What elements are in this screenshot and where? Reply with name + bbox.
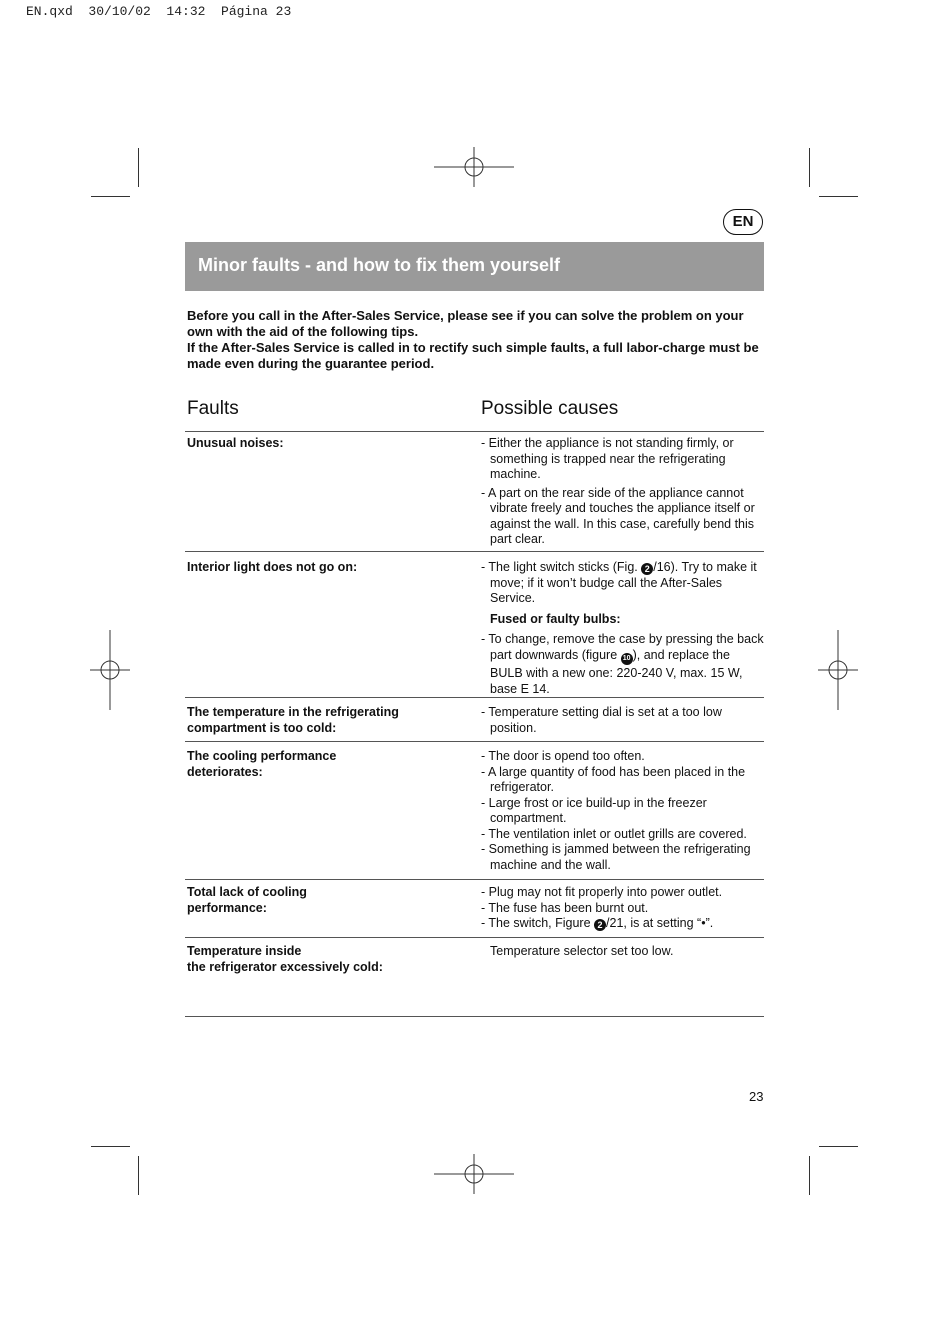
cause-item: - A large quantity of food has been placed in the refrigerator. (481, 764, 746, 794)
table-divider (185, 937, 764, 938)
intro-text (187, 308, 762, 372)
causes-list (481, 885, 766, 932)
crop-mark (809, 148, 810, 187)
figure-number-icon: 2 (594, 919, 606, 931)
causes-heading: Possible causes (481, 398, 619, 419)
cause-text: /16). Try to make it move; if it won’t budge call the After-Sales Service. (490, 560, 757, 605)
cause-item: - The fuse has been burnt out. (481, 900, 649, 915)
crop-mark (819, 196, 858, 197)
cause-item: - Large frost or ice build-up in the freezer compartment. (481, 795, 707, 825)
fault-label: Total lack of cooling performance: (187, 885, 307, 915)
cause-item: - Plug may not fit properly into power outlet. (481, 885, 723, 899)
cause-item: - The door is opend too often. (481, 749, 645, 763)
cause-text: - The switch, Figure (481, 916, 595, 930)
intro-paragraph: If the After-Sales Service is called in to rectify such simple faults, a full labor-charge must be made even during the guarantee period. (187, 340, 759, 371)
language-badge: EN (723, 209, 763, 235)
causes-list (481, 749, 766, 873)
cause-item (481, 916, 766, 932)
figure-number-icon: 10 (621, 653, 633, 665)
registration-mark-icon (434, 1134, 514, 1214)
registration-mark-icon (70, 630, 150, 710)
table-divider (185, 697, 764, 698)
registration-mark-icon (434, 127, 514, 207)
crop-mark (91, 196, 130, 197)
section-banner: Minor faults - and how to fix them yourself (185, 242, 764, 291)
crop-mark (91, 1146, 130, 1147)
causes-list (481, 944, 766, 960)
table-divider (185, 551, 764, 552)
cause-item: Temperature selector set too low. (490, 944, 674, 958)
cause-text: - The light switch sticks (Fig. (481, 560, 642, 574)
crop-mark (809, 1156, 810, 1195)
table-divider (185, 879, 764, 880)
cause-text: /21, is at setting “•”. (606, 916, 714, 930)
fault-label: Interior light does not go on: (187, 560, 358, 574)
fault-label: The temperature in the refrigerating compartment is too cold: (187, 705, 399, 735)
causes-list (481, 705, 766, 736)
crop-mark (819, 1146, 858, 1147)
cause-item: - Either the appliance is not standing firmly, or something is trapped near the refrigerating machine. (481, 436, 734, 481)
intro-paragraph: Before you call in the After-Sales Service, please see if you can solve the problem on your own with the aid of the following tips. (187, 308, 744, 339)
cause-text: - To change, remove the case by pressing the back part downwards (figure (481, 632, 764, 662)
crop-mark (138, 1156, 139, 1195)
cause-subheading: Fused or faulty bulbs: (490, 611, 621, 626)
fault-label: Unusual noises: (187, 436, 284, 450)
crop-mark (138, 148, 139, 187)
table-divider (185, 741, 764, 742)
page-number: 23 (749, 1089, 764, 1104)
table-divider (185, 431, 764, 432)
cause-item (481, 631, 766, 697)
causes-list (481, 436, 766, 548)
cause-item (481, 560, 766, 607)
fault-label: Temperature inside the refrigerator excessively cold: (187, 944, 383, 974)
cause-item: - A part on the rear side of the appliance cannot vibrate freely and touches the appliance itself or against the wall. In this case, carefully bend this part clear. (481, 485, 755, 546)
cause-item: - The ventilation inlet or outlet grills are covered. (481, 826, 747, 841)
registration-mark-icon (798, 630, 878, 710)
file-slug: EN.qxd 30/10/02 14:32 Página 23 (26, 4, 292, 19)
cause-item: - Something is jammed between the refrigerating machine and the wall. (481, 842, 751, 872)
figure-number-icon: 2 (641, 563, 653, 575)
causes-list (481, 560, 766, 697)
cause-text: ), and replace the BULB with a new one: 220-240 V, max. 15 W, base E 14. (490, 648, 743, 696)
table-divider (185, 1016, 764, 1017)
fault-label: The cooling performance deteriorates: (187, 749, 337, 779)
cause-item: - Temperature setting dial is set at a too low position. (481, 705, 722, 735)
faults-heading: Faults (187, 398, 239, 419)
